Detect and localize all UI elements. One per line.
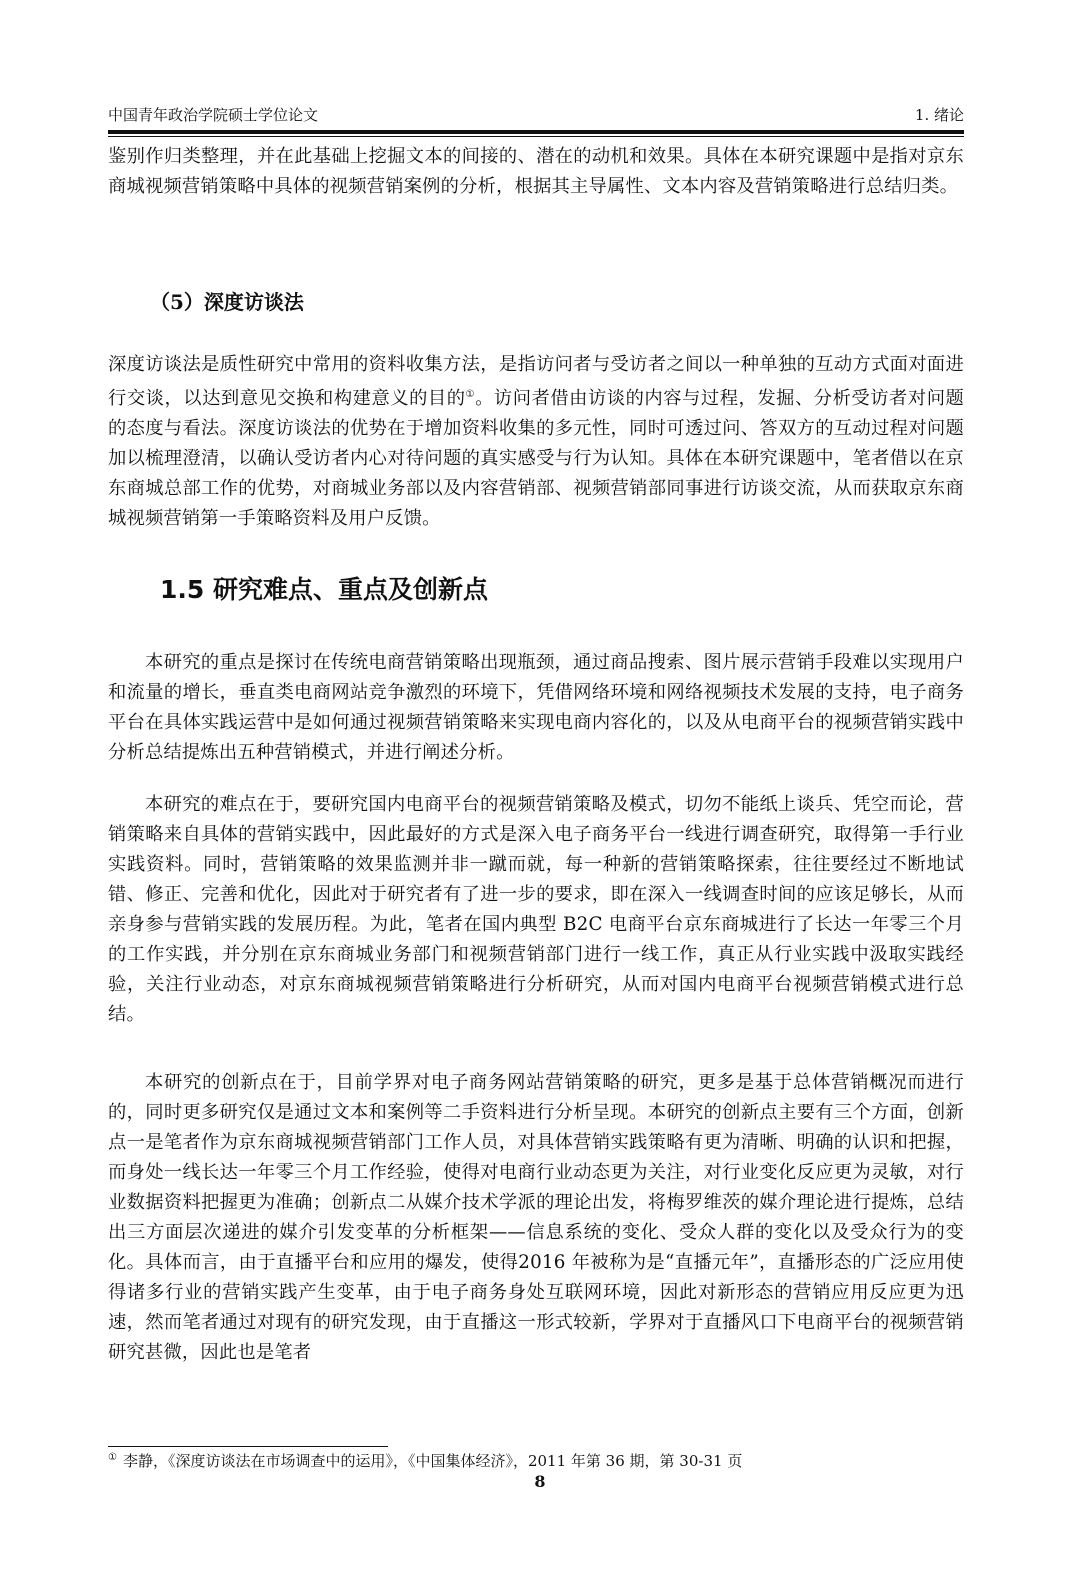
paragraph-research-difficulty: 本研究的难点在于，要研究国内电商平台的视频营销策略及模式，切勿不能纸上谈兵、凭空而论，营销策略来自具体的营销实践中，因此最好的方式是深入电子商务平台一线进行调查研究，取得第一手行业实践资料。同时，营销策略的效果监测并非一蹴而就，每一种新的营销策略探索，往往要经过不断地试错、修正、完善和优化，因此对于研究者有了进一步的要求，即在深入一线调查时间的应该足够长，从而亲身参与营销实践的发展历程。为此，笔者在国内典型 B2C 电商平台京东商城进行了长达一年零三个月的工作实践，并分别在京东商城业务部门和视频营销部门进行一线工作，真正从行业实践中汲取实践经验，关注行业动态，对京东商城视频营销策略进行分析研究，从而对国内电商平台视频营销模式进行总结。 — [108, 794, 964, 1025]
paragraph-research-innovation: 本研究的创新点在于，目前学界对电子商务网站营销策略的研究，更多是基于总体营销概况而进行的，同时更多研究仅是通过文本和案例等二手资料进行分析呈现。本研究的创新点主要有三个方面，创新点一是笔者作为京东商城视频营销部门工作人员，对具体营销实践策略有更为清晰、明确的认识和把握，而身处一线长达一年零三个月工作经验，使得对电商行业动态更为关注，对行业变化反应更为灵敏，对行业数据资料把握更为准确；创新点二从媒介技术学派的理论出发，将梅罗维茨的媒介理论进行提炼，总结出三方面层次递进的媒介引发变革的分析框架——信息系统的变化、受众人群的变化以及受众行为的变化。具体而言，由于直播平台和应用的爆发，使得2016 年被称为是“直播元年”，直播形态的广泛应用使得诸多行业的营销实践产生变革，由于电子商务身处互联网环境，因此对新形态的营销应用反应更为迅速，然而笔者通过对现有的研究发现，由于直播这一形式较新，学界对于直播风口下电商平台的视频营销研究甚微，因此也是笔者 — [108, 1072, 964, 1363]
footnote-text: 李静，《深度访谈法在市场调查中的运用》，《中国集体经济》，2011 年第 36 期，第 30-31 页 — [122, 1452, 743, 1470]
paragraph-depth-interview-part2: 。访问者借由访谈的内容与过程，发掘、分析受访者对问题的态度与看法。深度访谈法的优势在于增加资料收集的多元性，同时可透过问、答双方的互动过程对问题加以梳理澄清，以确认受访者内心对待问题的真实感受与行为认知。具体在本研究课题中，笔者借以在京东商城总部工作的优势，对商城业务部以及内容营销部、视频营销部同事进行访谈交流，从而获取京东商城视频营销第一手策略资料及用户反馈。 — [108, 388, 964, 530]
section-heading-1-5: 1.5 研究难点、重点及创新点 — [160, 575, 488, 604]
paragraph-research-focus: 本研究的重点是探讨在传统电商营销策略出现瓶颈，通过商品搜索、图片展示营销手段难以实现用户和流量的增长，垂直类电商网站竞争激烈的环境下，凭借网络环境和网络视频技术发展的支持，电子商务平台在具体实践运营中是如何通过视频营销策略来实现电商内容化的，以及从电商平台的视频营销实践中分析总结提炼出五种营销模式，并进行阐述分析。 — [108, 652, 964, 763]
header-rule-thick — [108, 130, 964, 134]
paragraph-content-analysis-end: 鉴别作归类整理，并在此基础上挖掘文本的间接的、潜在的动机和效果。具体在本研究课题中是指对京东商城视频营销策略中具体的视频营销案例的分析，根据其主导属性、文本内容及营销策略进行总结归类。 — [108, 146, 964, 197]
footnote — [108, 1450, 964, 1471]
paragraph-depth-interview-part1: 深度访谈法是质性研究中常用的资料收集方法，是指访问者与受访者之间以一种单独的互动方式面对面进行交谈，以达到意见交换和构建意义的目的 — [108, 354, 964, 410]
header-rule-thin — [108, 136, 964, 137]
header-thesis-title: 中国青年政治学院硕士学位论文 — [108, 106, 319, 124]
paragraph-depth-interview — [108, 350, 964, 534]
running-header — [108, 100, 964, 128]
footnote-reference-mark: ① — [465, 389, 476, 400]
subheading-depth-interview: （5）深度访谈法 — [150, 290, 304, 314]
footnote-mark: ① — [108, 1452, 117, 1463]
page-number: 8 — [534, 1472, 546, 1491]
header-chapter: 1. 绪论 — [914, 106, 964, 124]
footnote-rule — [108, 1446, 388, 1447]
